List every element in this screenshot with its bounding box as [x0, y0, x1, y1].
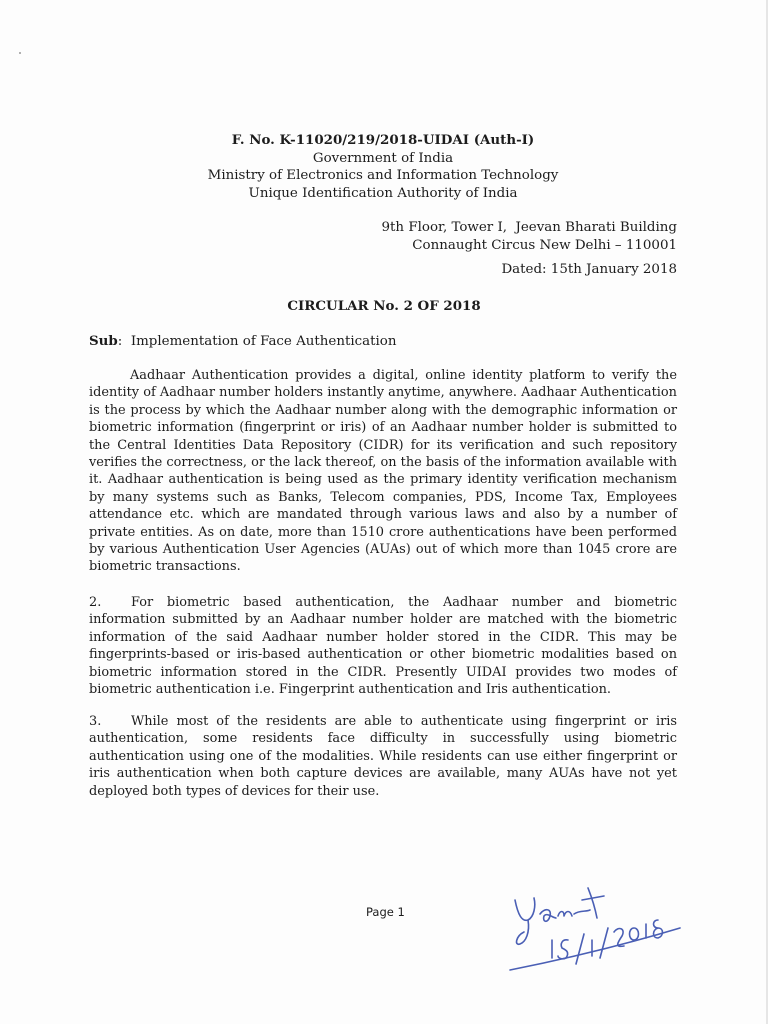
ministry-name: Ministry of Electronics and Information Technology: [207, 168, 559, 183]
office-address: [382, 219, 677, 254]
subject-line: [89, 333, 396, 349]
circular-title: CIRCULAR No. 2 OF 2018: [287, 298, 481, 314]
paragraph-2-text: For biometric based authentication, the Aadhaar number and biometric information submitted by an Aadhaar number holder are matched with the biometric information of the said Aadhaar number holder stored in the CIDR. This may be fingerprints-based or iris-based authentication or other biometric modalities based on biometric information stored in the CIDR. Presently UIDAI provides two modes of biometric authentication i.e. Fingerprint authentication and Iris authentication.: [89, 595, 677, 698]
handwritten-signature: [500, 870, 690, 980]
subject-label: Sub: [89, 333, 118, 349]
paragraph-3-number: 3.: [89, 714, 102, 729]
paragraph-3: [89, 713, 677, 800]
paragraph-2: [89, 594, 677, 698]
letterhead: [150, 132, 616, 202]
government-name: Government of India: [312, 150, 454, 166]
paragraph-2-number: 2.: [89, 595, 102, 610]
file-number: F. No. K-11020/219/2018-UIDAI (Auth-I): [231, 132, 535, 148]
document-date: Dated: 15th January 2018: [501, 262, 677, 277]
address-line-2: Connaught Circus New Delhi – 110001: [412, 237, 677, 253]
subject-separator: :: [117, 334, 123, 349]
page-number: Page 1: [366, 905, 405, 919]
scan-speck: [19, 52, 21, 54]
paragraph-1-text: Aadhaar Authentication provides a digital, online identity platform to verify the identity of Aadhaar number holders instantly anytime, anywhere. Aadhaar Authentication is the process by which the Aadhaar number along with the demographic information or biometric information (fingerprint or iris) of an Aadhaar number holder is submitted to the Central Identities Data Repository (CIDR) for its verification and such repository verifies the correctness, or the lack thereof, on the basis of the information available with it. Aadhaar authentication is being used as the primary identity verification mechanism by many systems such as Banks, Telecom companies, PDS, Income Tax, Employees attendance etc. which are mandated through various laws and also by a number of private entities. As on date, more than 1510 crore authentications have been performed by various Authentication User Agencies (AUAs) out of which more than 1045 crore are biometric transactions.: [89, 368, 677, 575]
paragraph-3-text: While most of the residents are able to authenticate using fingerprint or iris authentication, some residents face difficulty in successfully using biometric authentication using one of the modalities. While residents can use either fingerprint or iris authentication when both capture devices are available, many AUAs have not yet deployed both types of devices for their use.: [89, 714, 677, 799]
authority-name: Unique Identification Authority of India: [248, 185, 518, 201]
subject-text: Implementation of Face Authentication: [130, 334, 397, 349]
paragraph-1: [89, 367, 677, 576]
address-line-1: 9th Floor, Tower I, Jeevan Bharati Building: [381, 220, 677, 235]
